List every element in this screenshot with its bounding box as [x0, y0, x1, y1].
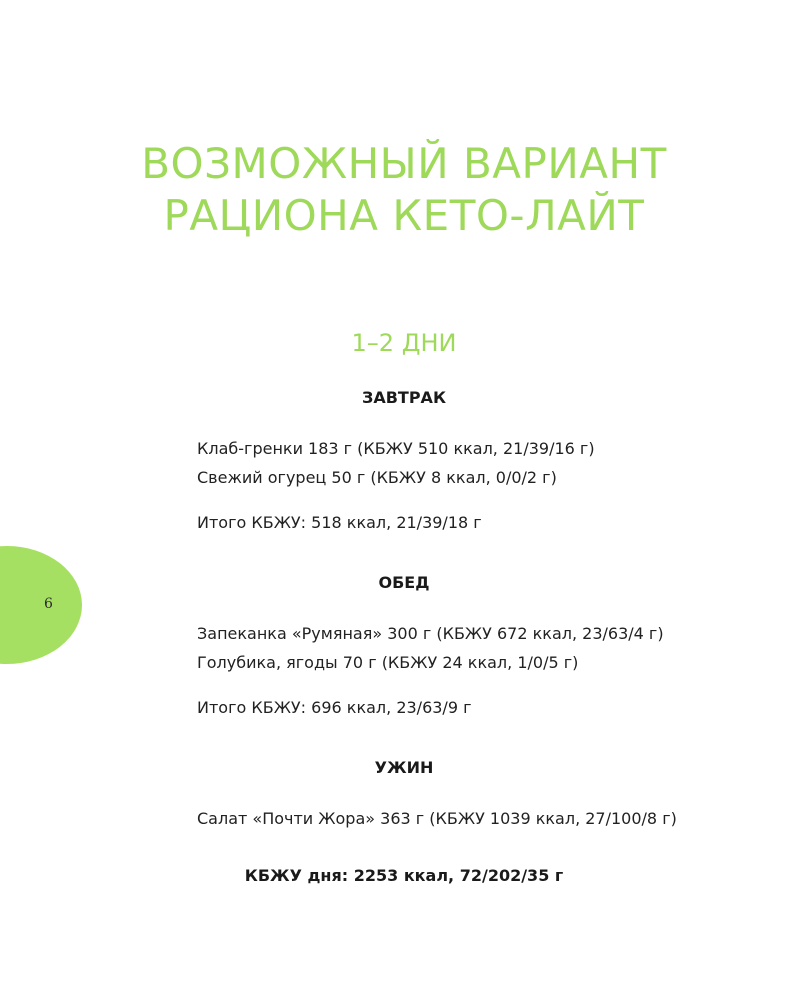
lunch-total: Итого КБЖУ: 696 ккал, 23/63/9 г: [197, 698, 472, 717]
breakfast-item-2: Свежий огурец 50 г (КБЖУ 8 ккал, 0/0/2 г): [197, 468, 557, 487]
dinner-item-1: Салат «Почти Жора» 363 г (КБЖУ 1039 ккал, 27/100/8 г): [197, 809, 677, 828]
page-title: [0, 138, 808, 242]
lunch-heading: ОБЕД: [378, 573, 430, 592]
title-line-1: ВОЗМОЖНЫЙ ВАРИАНТ: [141, 139, 667, 188]
day-total: КБЖУ дня: 2253 ккал, 72/202/35 г: [244, 866, 564, 885]
dinner-heading: УЖИН: [374, 758, 434, 777]
page-number: 6: [44, 596, 53, 612]
breakfast-item-1: Клаб-гренки 183 г (КБЖУ 510 ккал, 21/39/16 г): [197, 439, 595, 458]
breakfast-heading: ЗАВТРАК: [361, 388, 447, 407]
title-line-2: РАЦИОНА КЕТО-ЛАЙТ: [163, 191, 645, 240]
days-heading: 1–2 ДНИ: [351, 329, 457, 357]
page-number-circle: [0, 546, 82, 664]
breakfast-total: Итого КБЖУ: 518 ккал, 21/39/18 г: [197, 513, 482, 532]
lunch-item-1: Запеканка «Румяная» 300 г (КБЖУ 672 ккал, 23/63/4 г): [197, 624, 664, 643]
lunch-item-2: Голубика, ягоды 70 г (КБЖУ 24 ккал, 1/0/5 г): [197, 653, 579, 672]
